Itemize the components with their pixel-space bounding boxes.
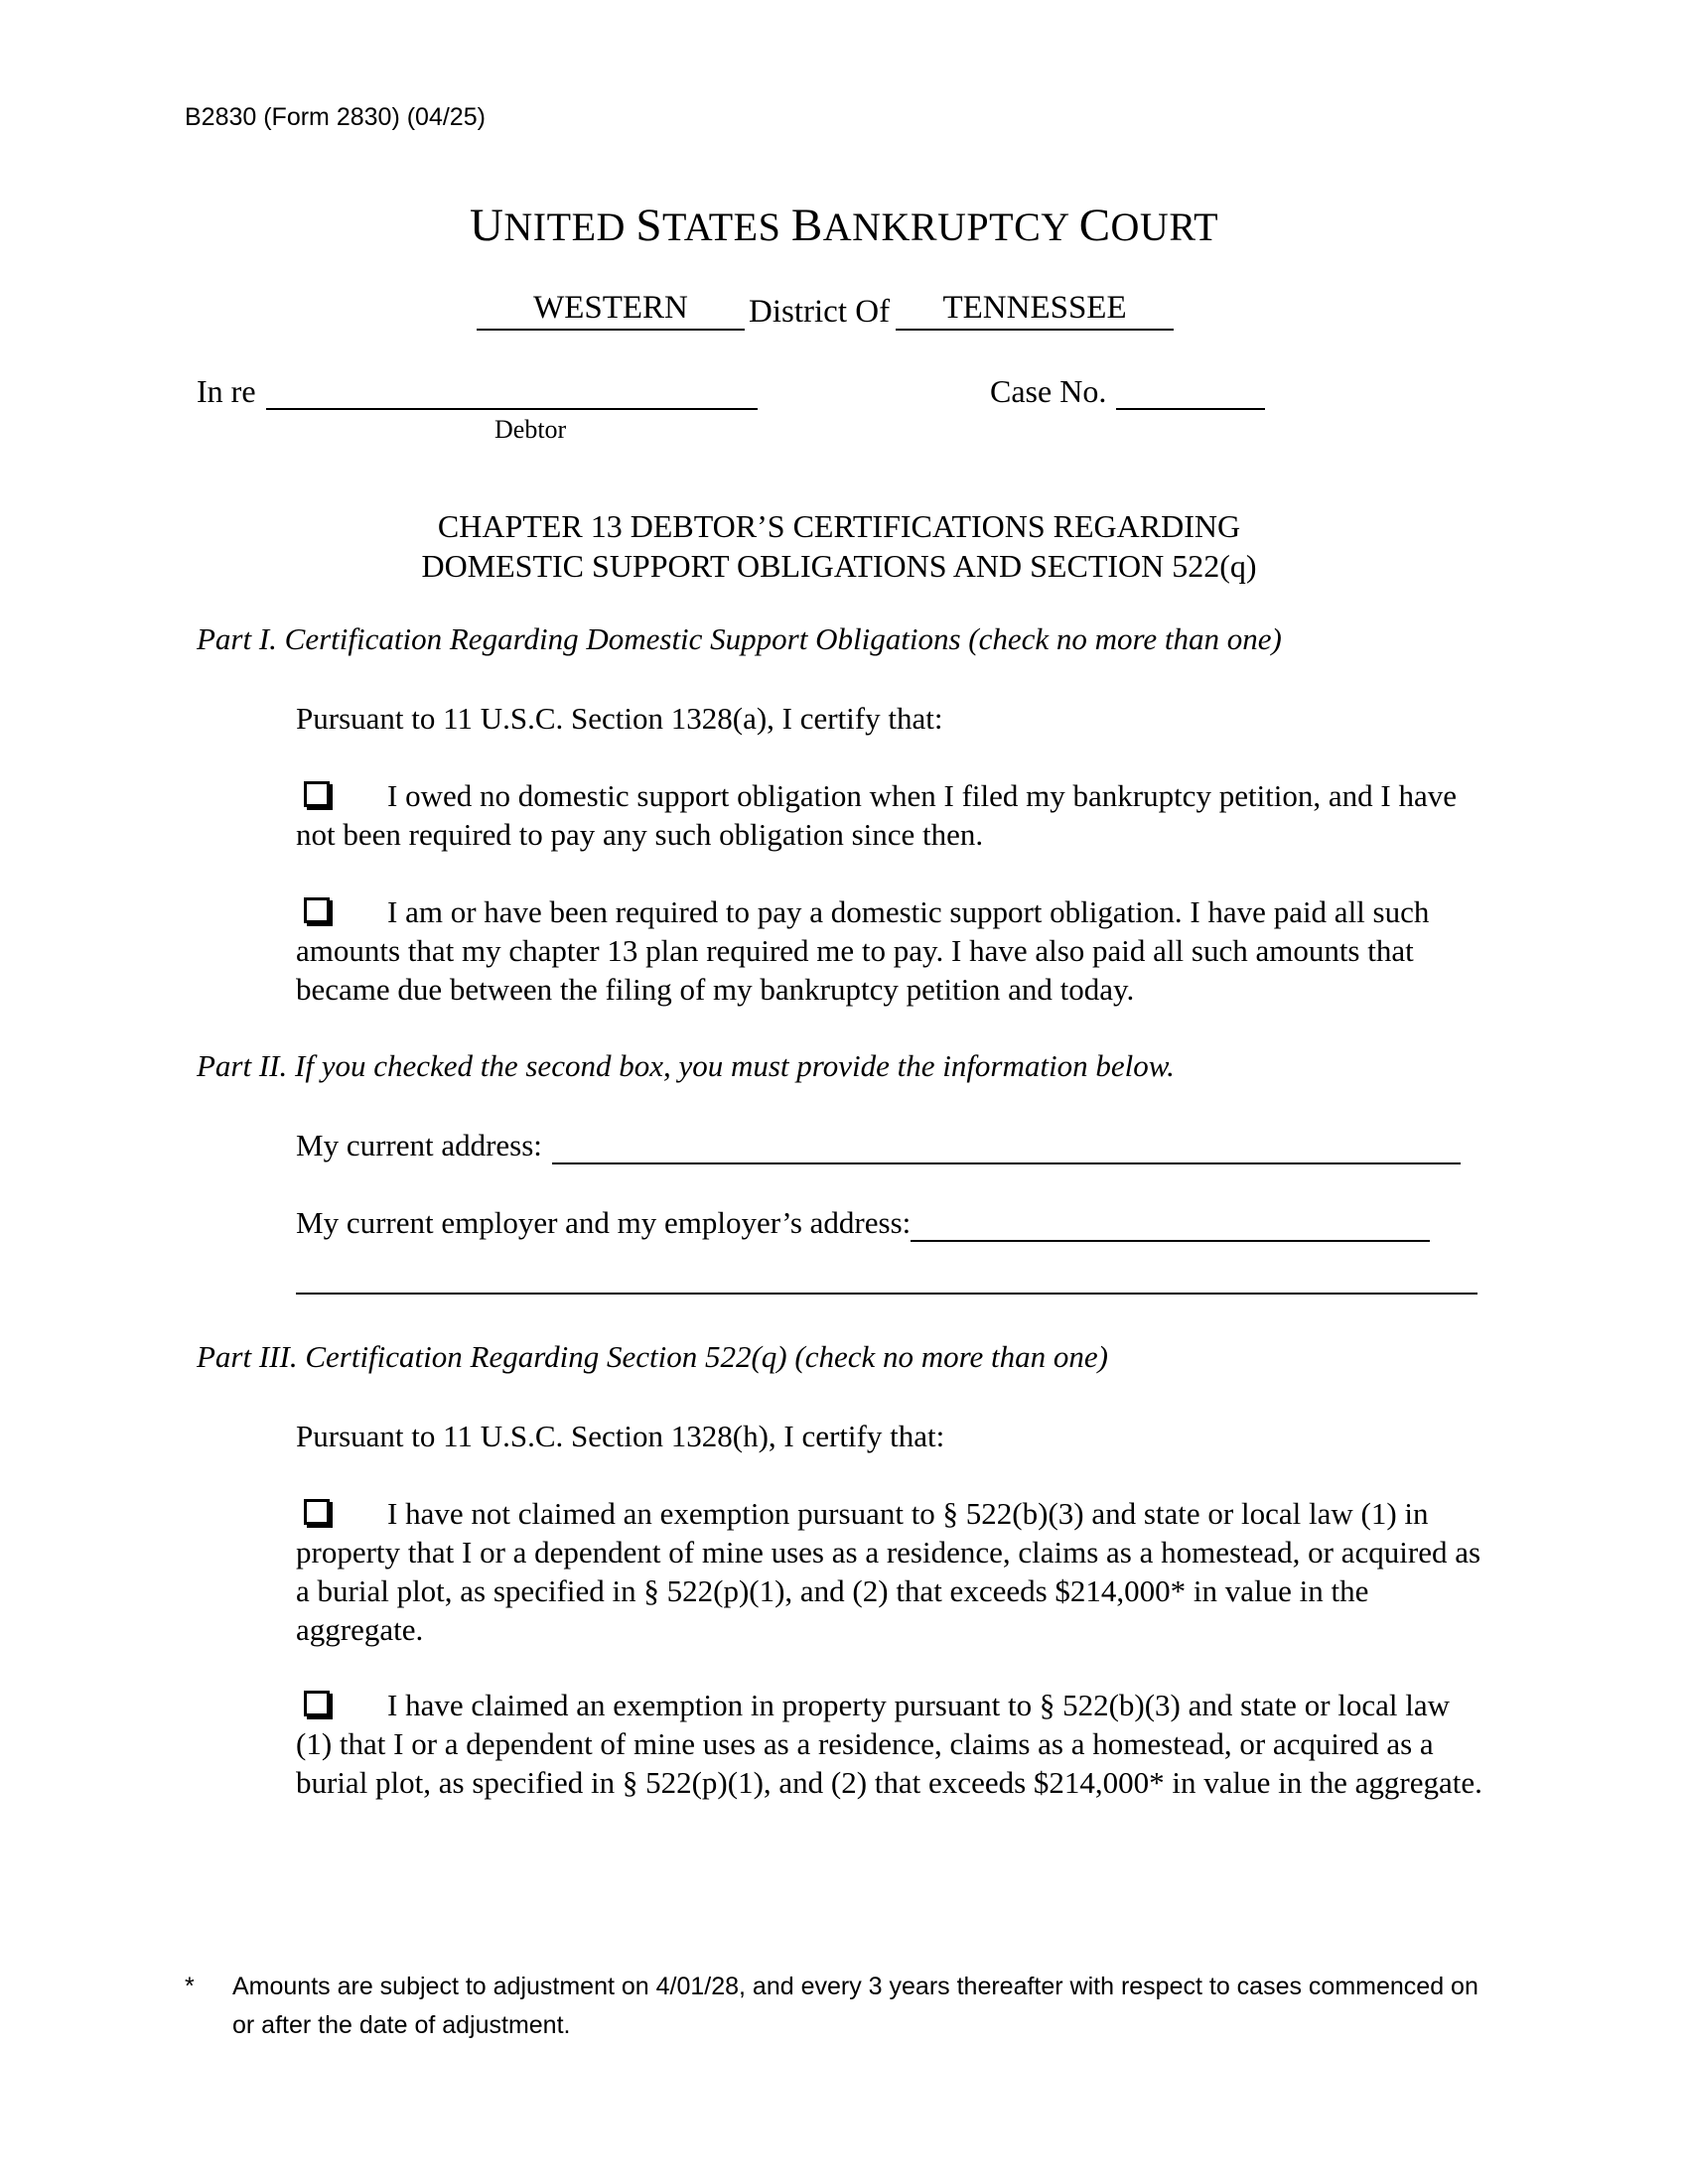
footnote-marker: * xyxy=(185,1973,195,2000)
part3-option2-text: I have claimed an exemption in property pursuant to § 522(b)(3) and state or local law (1) that I or a dependent of mine uses as a residence, claims as a homestead, or acquired as a burial plot, as specified in § 522(p)(1), and (2) that exceeds $214,000* in value in the aggregate. xyxy=(296,1688,1482,1800)
part1-option1 xyxy=(296,776,1487,854)
part3-option1 xyxy=(296,1494,1487,1649)
district-label: District Of xyxy=(749,294,891,330)
address-row xyxy=(296,1126,1487,1164)
case-no-field[interactable] xyxy=(1116,378,1265,410)
part1-option1-text: I owed no domestic support obligation when I filed my bankruptcy petition, and I have not been required to pay any such obligation since then. xyxy=(296,778,1458,852)
case-no-row xyxy=(990,373,1265,410)
part1-option2-checkbox[interactable] xyxy=(304,897,330,923)
court-title xyxy=(0,199,1688,252)
part1-heading: Part I. Certification Regarding Domestic Support Obligations (check no more than one) xyxy=(197,621,1282,656)
debtor-name-field[interactable] xyxy=(266,378,758,410)
employer-address-line[interactable] xyxy=(296,1291,1477,1295)
court-title-rest: ANKRUPTCY xyxy=(822,205,1079,249)
part2-heading: Part II. If you checked the second box, you must provide the information below. xyxy=(197,1048,1175,1083)
court-title-initial: B xyxy=(790,200,823,251)
part1-option2 xyxy=(296,892,1487,1009)
form-id: B2830 (Form 2830) (04/25) xyxy=(185,103,486,131)
part1-intro: Pursuant to 11 U.S.C. Section 1328(a), I certify that: xyxy=(296,701,943,736)
employer-row xyxy=(296,1203,1487,1242)
debtor-label: Debtor xyxy=(494,415,567,444)
district-row xyxy=(477,290,1174,331)
address-field[interactable] xyxy=(552,1133,1461,1164)
in-re-row xyxy=(197,373,758,410)
document-title-line: DOMESTIC SUPPORT OBLIGATIONS AND SECTION 522(q) xyxy=(421,548,1257,584)
document-title-line: CHAPTER 13 DEBTOR’S CERTIFICATIONS REGARDING xyxy=(437,508,1241,544)
court-title-initial: C xyxy=(1078,200,1111,251)
part3-option2-checkbox[interactable] xyxy=(304,1691,330,1716)
case-no-label: Case No. xyxy=(990,373,1107,409)
part1-option1-checkbox[interactable] xyxy=(304,781,330,807)
part3-option2 xyxy=(296,1686,1487,1802)
part3-option1-checkbox[interactable] xyxy=(304,1499,330,1525)
state-field[interactable]: TENNESSEE xyxy=(896,290,1174,331)
court-title-initial: U xyxy=(469,200,504,251)
employer-field[interactable] xyxy=(911,1210,1430,1242)
address-label: My current address: xyxy=(296,1128,542,1162)
district-field[interactable]: WESTERN xyxy=(477,290,745,331)
part3-intro: Pursuant to 11 U.S.C. Section 1328(h), I certify that: xyxy=(296,1419,945,1453)
part3-option1-text: I have not claimed an exemption pursuant to § 522(b)(3) and state or local law (1) in property that I or a dependent of mine uses as a residence, claims as a homestead, or acquired as a burial plot, as specified in § 522(p)(1), and (2) that exceeds $214,000* in value in the aggregate. xyxy=(296,1496,1481,1647)
part1-option2-text: I am or have been required to pay a domestic support obligation. I have paid all such amounts that my chapter 13 plan required me to pay. I have also paid all such amounts that became due between the filing of my bankruptcy petition and today. xyxy=(296,894,1430,1007)
footnote-text: Amounts are subject to adjustment on 4/01/28, and every 3 years thereafter with respect to cases commenced on or after the date of adjustment. xyxy=(232,1973,1478,2039)
court-title-rest: OURT xyxy=(1110,205,1219,249)
court-title-initial: S xyxy=(635,200,663,251)
court-title-rest: NITED xyxy=(503,205,636,249)
part3-heading: Part III. Certification Regarding Section 522(q) (check no more than one) xyxy=(197,1339,1108,1374)
document-title xyxy=(0,506,1678,586)
court-title-rest: TATES xyxy=(662,205,791,249)
in-re-label: In re xyxy=(197,373,256,409)
employer-label: My current employer and my employer’s address: xyxy=(296,1205,912,1240)
